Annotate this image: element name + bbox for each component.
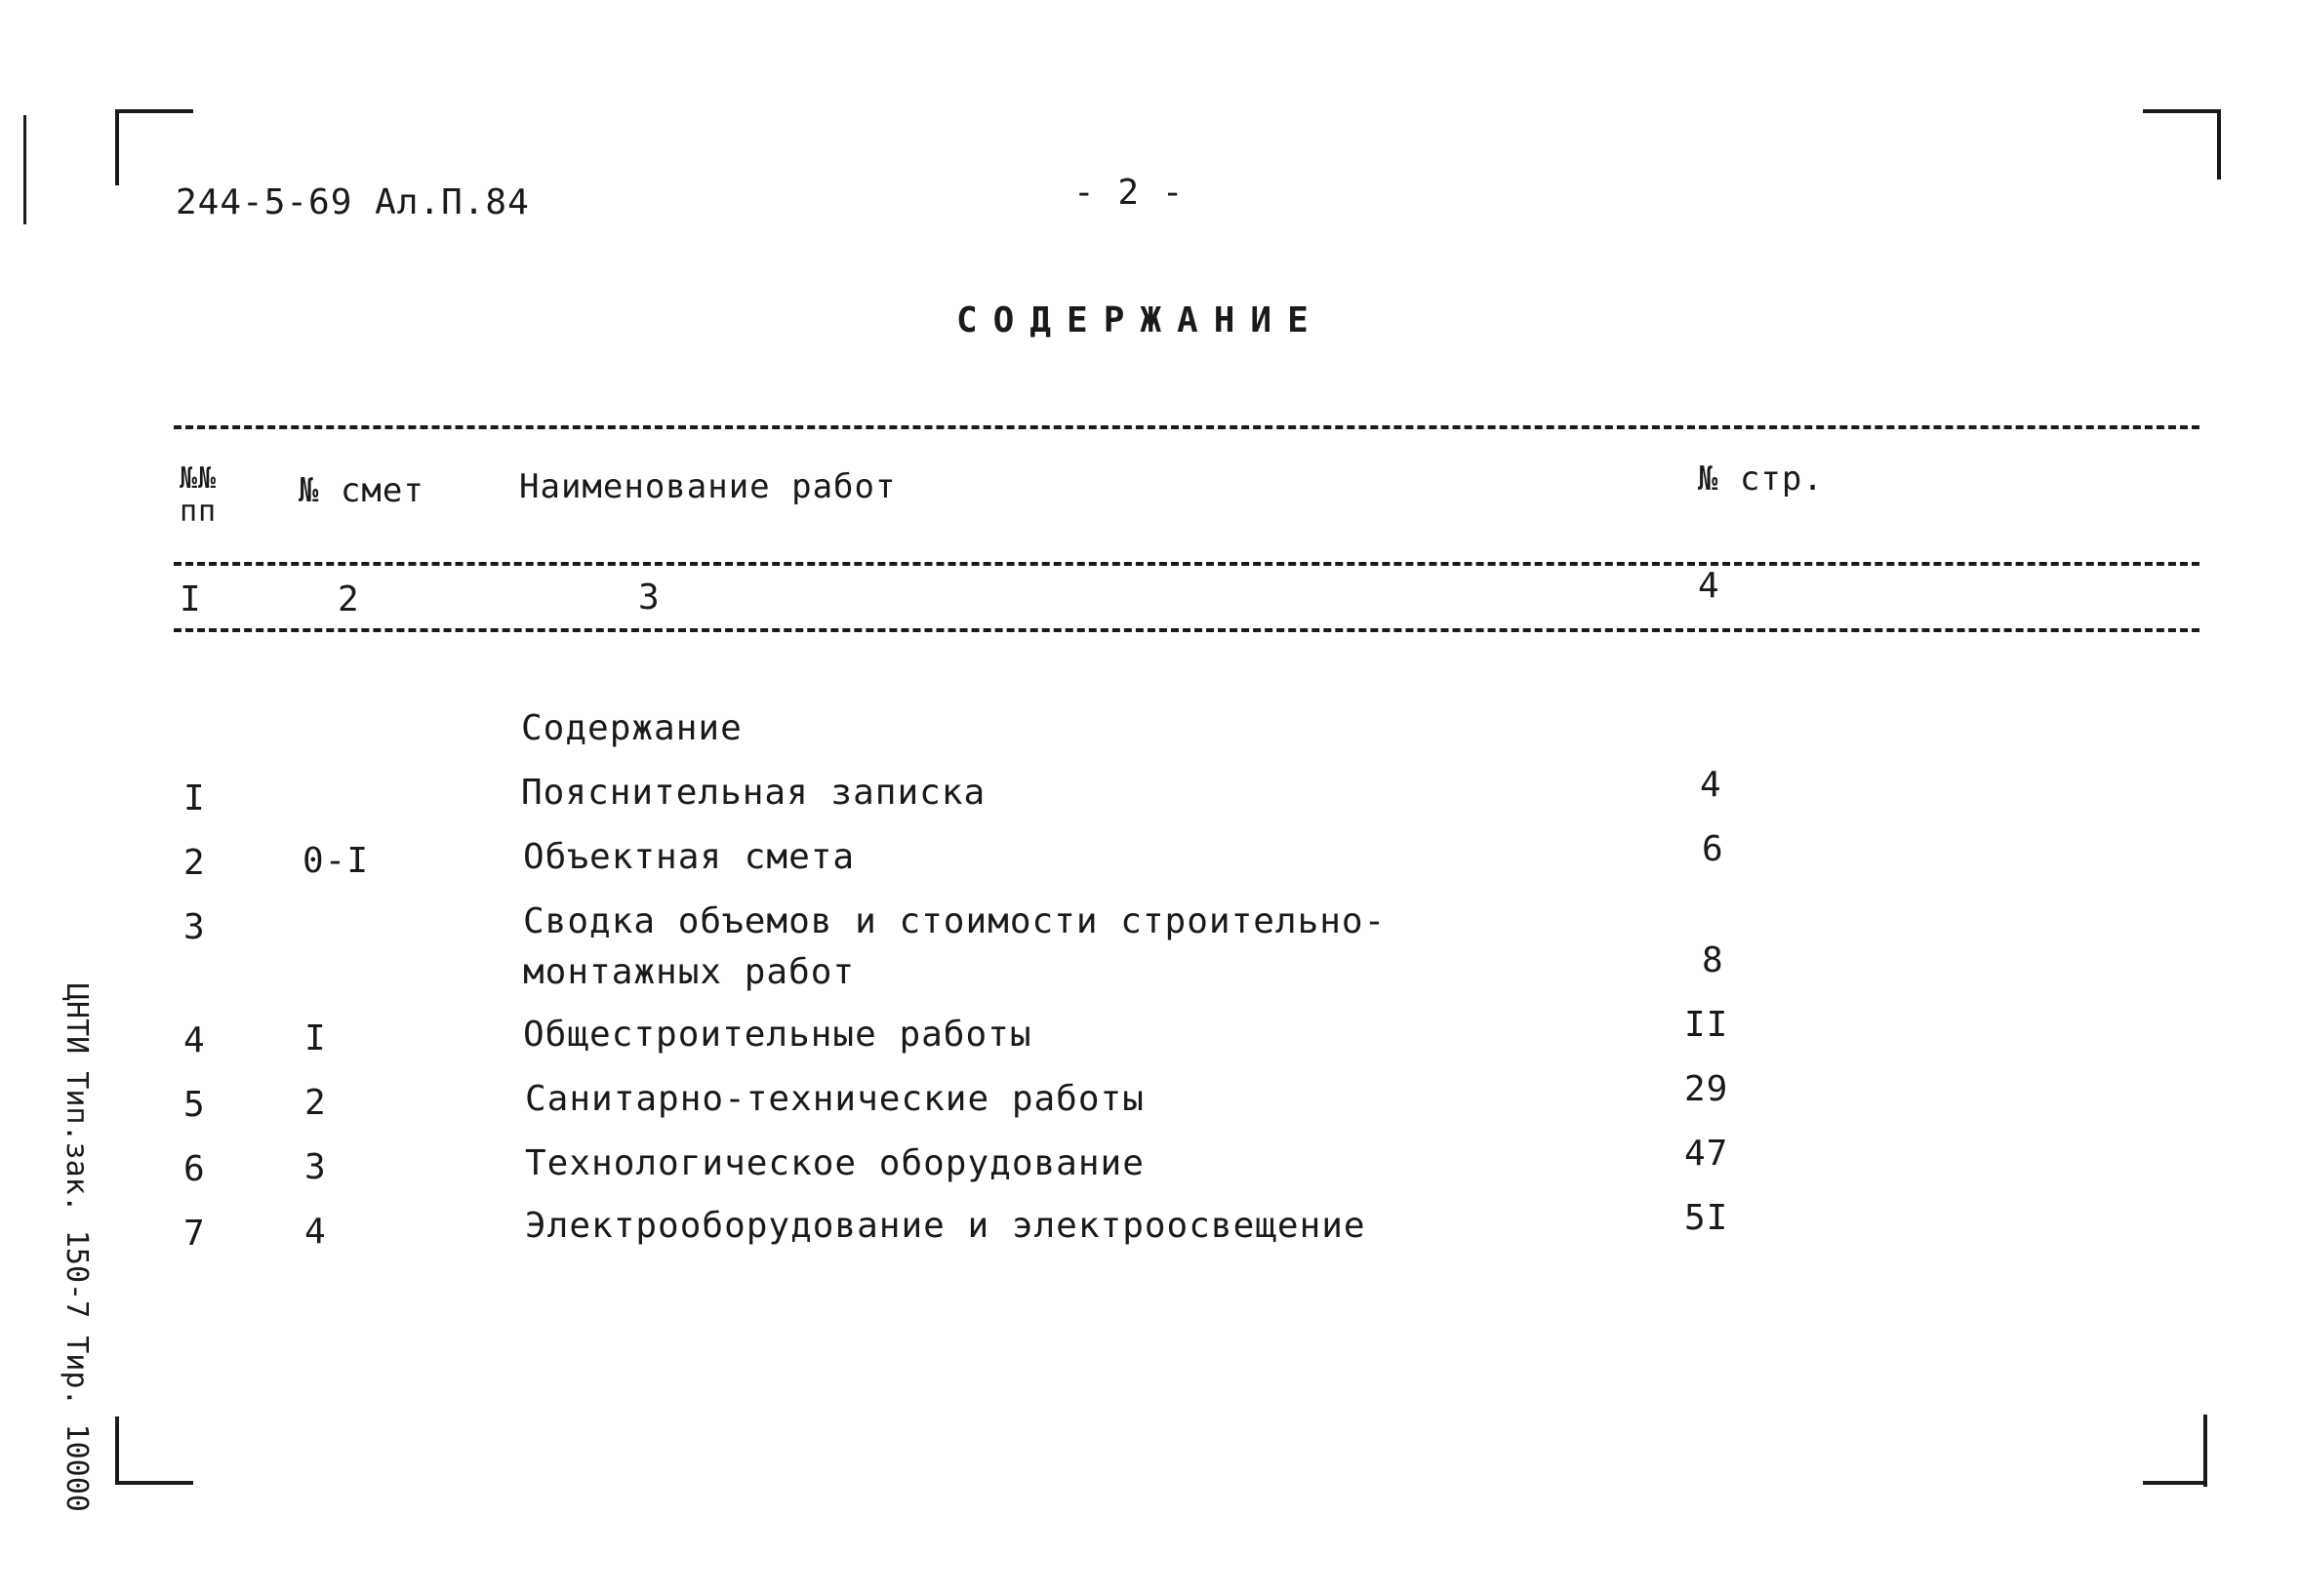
row-4-name: Общестроительные работы	[523, 1015, 1032, 1055]
crop-mark-bottom-left	[115, 1481, 193, 1485]
crop-mark-top-left	[115, 109, 193, 113]
row-2-name: Объектная смета	[523, 837, 856, 877]
row-6-pp: 6	[183, 1149, 206, 1189]
column-header-smeta: № смет	[299, 471, 424, 510]
row-1-name: Пояснительная записка	[521, 773, 987, 813]
row-3-pp: 3	[183, 907, 206, 947]
row-7-smeta: 4	[304, 1212, 327, 1252]
row-5-smeta: 2	[304, 1083, 327, 1123]
document-code: 244-5-69 Ал.П.84	[176, 182, 530, 222]
column-number-1: I	[180, 579, 202, 619]
row-5-page: 29	[1684, 1069, 1729, 1109]
row-6-page: 47	[1684, 1134, 1729, 1174]
table-numbers-rule	[174, 628, 2199, 632]
row-5-pp: 5	[183, 1085, 206, 1125]
row-3-name: Сводка объемов и стоимости строительно-	[523, 901, 1387, 941]
row-4-page: II	[1684, 1005, 1729, 1045]
table-intro-row: Содержание	[521, 708, 743, 748]
column-number-3: 3	[638, 578, 661, 618]
column-header-page: № стр.	[1698, 459, 1824, 499]
column-header-name: Наименование работ	[519, 467, 897, 506]
column-number-4: 4	[1698, 566, 1720, 606]
print-imprint: ЦНТИ Тип.зак. 150-7 Тир. 10000	[60, 983, 94, 1512]
row-7-pp: 7	[183, 1214, 206, 1254]
row-3-name-continued: монтажных работ	[523, 952, 856, 992]
page-title: СОДЕРЖАНИЕ	[956, 300, 1324, 340]
row-1-pp: I	[183, 778, 206, 818]
crop-mark-top-right	[2217, 109, 2221, 180]
column-header-pp: №№ пп	[180, 461, 218, 529]
table-top-rule	[174, 425, 2199, 429]
row-7-name: Электрооборудование и электроосвещение	[525, 1206, 1366, 1246]
row-1-page: 4	[1700, 765, 1722, 805]
row-5-name: Санитарно-технические работы	[525, 1079, 1145, 1119]
crop-mark-bottom-right	[2143, 1481, 2207, 1485]
page-number: - 2 -	[1073, 173, 1185, 213]
table-header-rule	[174, 562, 2199, 566]
column-number-2: 2	[338, 579, 360, 619]
left-edge-line	[23, 115, 26, 224]
crop-mark-bottom-right	[2203, 1415, 2207, 1487]
row-2-pp: 2	[183, 843, 206, 883]
row-7-page: 5I	[1684, 1198, 1729, 1238]
row-2-page: 6	[1702, 829, 1724, 869]
crop-mark-bottom-left	[115, 1416, 119, 1485]
crop-mark-top-left	[115, 109, 119, 185]
row-6-smeta: 3	[304, 1147, 327, 1187]
row-4-pp: 4	[183, 1020, 206, 1060]
row-4-smeta: I	[304, 1018, 327, 1058]
row-2-smeta: 0-I	[302, 841, 370, 881]
row-6-name: Технологическое оборудование	[525, 1143, 1145, 1183]
crop-mark-top-right	[2143, 109, 2221, 113]
row-3-page: 8	[1702, 940, 1724, 980]
